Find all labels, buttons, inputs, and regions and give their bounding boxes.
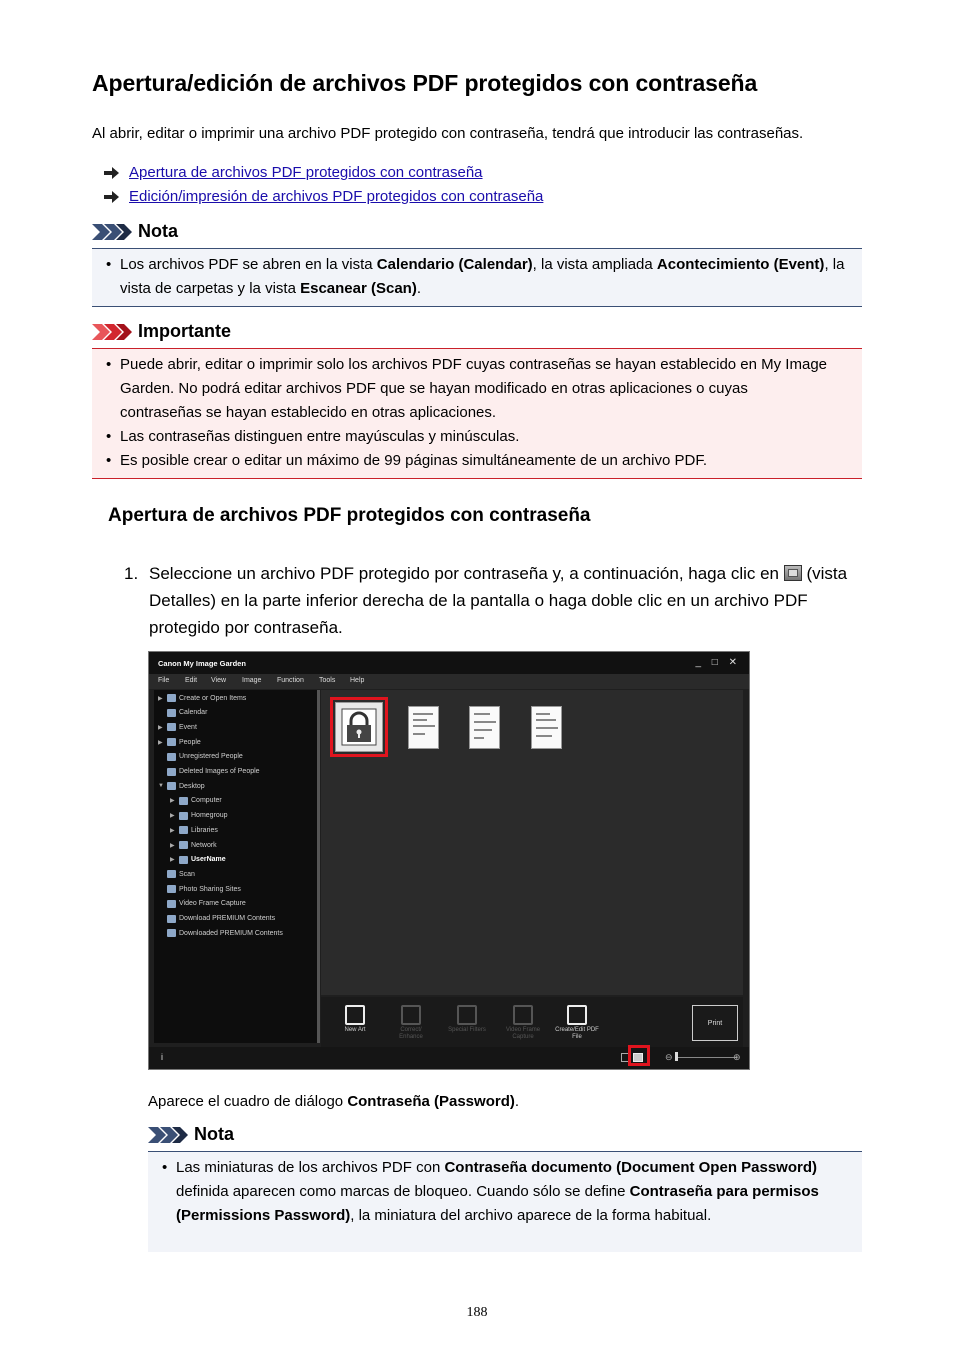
toolbar-label: Create/Edit PDF File [555, 1027, 599, 1040]
dialog-appears-text [148, 1090, 848, 1114]
folder-icon [167, 870, 176, 878]
sidebar-scrollbar[interactable] [317, 690, 320, 1043]
section-title: Apertura de archivos PDF protegidos con contraseña [108, 505, 591, 526]
sidebar-item[interactable] [158, 694, 246, 702]
thumbnail-area [321, 690, 743, 995]
expand-arrow-icon[interactable]: ▶ [170, 857, 175, 864]
bold-term: Contraseña documento (Document Open Password) [444, 1159, 817, 1176]
text-run: Aparece el cuadro de diálogo [148, 1093, 348, 1110]
toolbar-icon [401, 1005, 421, 1025]
arrow-right-icon [104, 191, 119, 203]
note-box [92, 248, 862, 307]
sidebar-item[interactable] [170, 812, 228, 820]
text-run: . [416, 280, 421, 297]
note-heading-label: Nota [138, 221, 178, 241]
page-number: 188 [466, 1305, 488, 1320]
toolbar-button[interactable] [501, 1005, 545, 1041]
toolbar-icon [513, 1005, 533, 1025]
step-number: 1. [124, 564, 139, 583]
sidebar-item-label: Unregistered People [179, 753, 243, 761]
text-run: Las miniaturas de los archivos PDF con [176, 1159, 445, 1176]
zoom-out-icon[interactable]: ⊖ [665, 1052, 673, 1062]
note2-item [148, 1156, 828, 1228]
folder-icon [167, 738, 176, 746]
zoom-slider[interactable] [677, 1057, 737, 1058]
expand-arrow-icon[interactable]: ▶ [158, 724, 163, 731]
pdf-thumbnail[interactable] [469, 706, 500, 749]
window-controls[interactable]: _ □ ✕ [695, 657, 741, 668]
expand-arrow-icon[interactable]: ▶ [170, 827, 175, 834]
sidebar-item[interactable] [158, 885, 241, 893]
bold-term: Acontecimiento (Event) [656, 256, 825, 273]
folder-icon [167, 900, 176, 908]
sidebar-item[interactable] [170, 826, 218, 834]
folder-icon [179, 856, 188, 864]
bold-term: Escanear (Scan) [300, 280, 417, 297]
folder-icon [179, 797, 188, 805]
folder-icon [167, 929, 176, 937]
sidebar-item-label: Homegroup [191, 812, 228, 820]
app-screenshot [148, 651, 750, 1070]
sidebar-item-label: Scan [179, 870, 195, 878]
app-menubar [149, 674, 749, 689]
expand-arrow-icon[interactable]: ▶ [170, 842, 175, 849]
sidebar-item-label: Download PREMIUM Contents [179, 915, 276, 922]
menu-tools[interactable]: Tools [319, 677, 336, 684]
important-heading [92, 321, 231, 342]
folder-icon [167, 768, 176, 776]
menu-edit[interactable]: Edit [185, 677, 198, 684]
app-toolbar [321, 997, 743, 1047]
menu-file[interactable]: File [158, 677, 170, 684]
sidebar-item-label: UserName [191, 856, 226, 864]
sidebar-item[interactable] [158, 782, 205, 790]
note2-heading-label: Nota [194, 1124, 234, 1144]
sidebar-item[interactable] [158, 929, 283, 937]
note2-box [148, 1151, 862, 1252]
sidebar-item-label: Event [179, 723, 197, 731]
sidebar-item[interactable] [158, 753, 243, 761]
toolbar-icon [457, 1005, 477, 1025]
arrow-right-icon [104, 167, 119, 179]
sidebar-item-label: Downloaded PREMIUM Contents [179, 929, 283, 937]
step-text: Seleccione un archivo PDF protegido por contraseña y, a continuación, haga clic en (vista Detalles) en la parte inferior derecha de la pantalla o haga doble clic en un archivo PDF protegido por contraseña. [149, 564, 848, 637]
app-title: Canon My Image Garden [158, 659, 246, 668]
toolbar-button[interactable] [389, 1005, 433, 1041]
folder-icon [179, 826, 188, 834]
expand-arrow-icon[interactable]: ▼ [158, 783, 164, 790]
toolbar-label: Video Frame Capture [505, 1027, 541, 1040]
toolbar-icon [567, 1005, 587, 1025]
pdf-thumbnail[interactable] [531, 706, 562, 749]
info-icon[interactable]: i [161, 1052, 163, 1062]
important-item: • Es posible crear o editar un máximo de 99 páginas simultáneamente de un archivo PDF. [92, 449, 832, 473]
sidebar-item-label: Computer [191, 797, 222, 805]
toolbar-button[interactable] [555, 1005, 599, 1041]
text-run: , la miniatura del archivo aparece de la forma habitual. [350, 1207, 712, 1224]
toolbar-label: Special Filters [448, 1027, 486, 1033]
toolbar-button[interactable] [445, 1005, 489, 1034]
zoom-slider-handle[interactable] [675, 1052, 678, 1061]
page-title: Apertura/edición de archivos PDF protegidos con contraseña [92, 70, 758, 96]
important-item: • Puede abrir, editar o imprimir solo los archivos PDF cuyas contraseñas se hayan establecido en My Image Garden. No podrá editar archivos PDF que se hayan modificado en otras aplicaciones o cuyas contraseñas se hayan establecido en otras aplicaciones. [92, 353, 832, 425]
text-run: Los archivos PDF se abren en la vista [120, 256, 377, 273]
important-heading-label: Importante [138, 321, 232, 341]
note-chevrons-icon [148, 1127, 188, 1143]
sidebar-item[interactable] [158, 768, 260, 776]
link-open-pdf[interactable]: Apertura de archivos PDF protegidos con contraseña [129, 164, 483, 181]
highlight-details-view [628, 1045, 650, 1066]
step-1 [124, 560, 864, 641]
text-run: , la vista de carpetas y la vista [120, 256, 845, 297]
toolbar-button[interactable] [333, 1005, 377, 1034]
bold-term: Contraseña (Password) [347, 1093, 515, 1110]
sidebar-item-label: Desktop [179, 782, 205, 790]
note2-heading [148, 1124, 234, 1145]
folder-icon [179, 812, 188, 820]
toolbar-label: Correct/ Enhance [399, 1027, 423, 1040]
menu-help[interactable]: Help [350, 677, 365, 684]
intro-paragraph: Al abrir, editar o imprimir una archivo PDF protegido con contraseña, tendrá que introducir las contraseñas. [92, 125, 804, 142]
app-titlebar [149, 652, 749, 674]
text-run: , la vista ampliada [532, 256, 657, 273]
important-chevrons-icon [92, 324, 132, 340]
sidebar-item-label: Create or Open Items [179, 694, 247, 702]
folder-icon [167, 753, 176, 761]
bold-term: Calendario (Calendar) [376, 256, 533, 273]
pdf-thumbnail[interactable] [408, 706, 439, 749]
important-item: • Las contraseñas distinguen entre mayúsculas y minúsculas. [92, 425, 832, 449]
sidebar-item[interactable] [158, 738, 201, 746]
sidebar-item[interactable] [158, 915, 275, 923]
menu-image[interactable]: Image [242, 677, 262, 684]
sidebar-item[interactable] [170, 856, 226, 864]
app-sidebar [154, 690, 318, 1043]
menu-view[interactable]: View [211, 677, 227, 684]
expand-arrow-icon[interactable]: ▶ [170, 798, 175, 805]
folder-icon [167, 723, 176, 731]
bold-term: Contraseña para permisos (Permissions Password) [176, 1183, 819, 1224]
zoom-in-icon[interactable]: ⊕ [733, 1052, 741, 1062]
sidebar-item[interactable] [158, 723, 197, 731]
sidebar-item[interactable] [170, 797, 222, 805]
folder-icon [167, 709, 176, 717]
link-row-edit [104, 188, 543, 205]
folder-icon [167, 694, 176, 702]
sidebar-item[interactable] [158, 900, 246, 908]
sidebar-item-label: Video Frame Capture [179, 900, 246, 908]
text-run: definida aparecen como marcas de bloqueo. Cuando sólo se define [176, 1183, 630, 1200]
sidebar-item-label: Photo Sharing Sites [179, 885, 241, 893]
folder-icon [167, 782, 176, 790]
sidebar-item-label: Libraries [191, 826, 218, 834]
expand-arrow-icon[interactable]: ▶ [158, 739, 163, 746]
sidebar-item-label: Calendar [179, 709, 208, 717]
link-edit-pdf[interactable]: Edición/impresión de archivos PDF protegidos con contraseña [129, 188, 544, 205]
sidebar-item[interactable] [158, 870, 195, 878]
print-button[interactable]: Print [692, 1005, 738, 1041]
note-item [92, 253, 862, 301]
link-row-open [104, 164, 483, 181]
important-box [92, 348, 862, 479]
sidebar-item-label: Deleted Images of People [179, 768, 260, 775]
highlight-locked-thumbnail [330, 697, 388, 757]
folder-icon [167, 915, 176, 923]
toolbar-label: New Art [344, 1027, 366, 1033]
folder-icon [167, 885, 176, 893]
folder-icon [179, 841, 188, 849]
sidebar-item[interactable] [158, 709, 207, 717]
details-view-icon [784, 565, 802, 581]
note-heading [92, 221, 178, 242]
sidebar-item[interactable] [170, 841, 217, 849]
note-chevrons-icon [92, 224, 132, 240]
expand-arrow-icon[interactable]: ▶ [158, 695, 163, 702]
expand-arrow-icon[interactable]: ▶ [170, 813, 175, 820]
menu-function[interactable]: Function [277, 677, 304, 684]
toolbar-icon [345, 1005, 365, 1025]
sidebar-item-label: People [179, 738, 201, 746]
app-statusbar [149, 1047, 749, 1069]
sidebar-item-label: Network [191, 841, 217, 849]
text-run: . [514, 1093, 520, 1110]
